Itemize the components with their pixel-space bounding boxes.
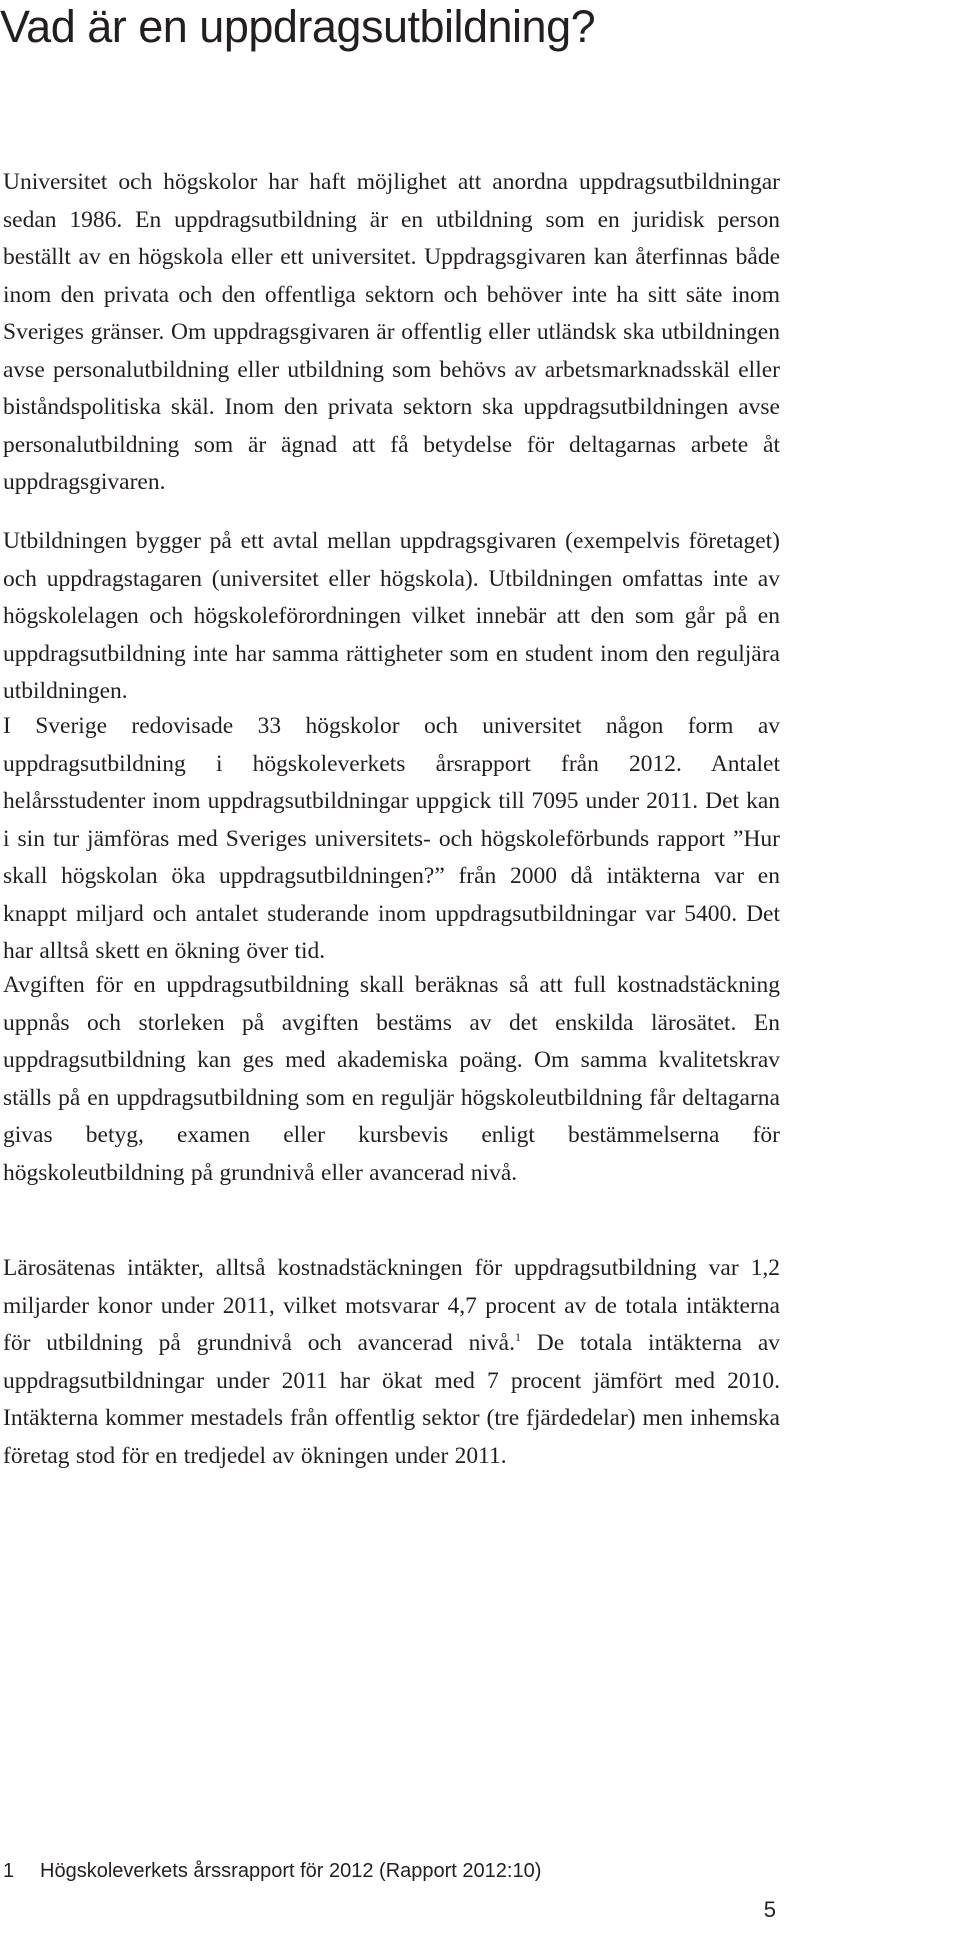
footnote-reference: 1: [514, 1330, 521, 1345]
footnote: [3, 1859, 541, 1883]
body-paragraph-2: Utbildningen bygger på ett avtal mellan uppdragsgivaren (exempelvis företaget) och uppdragstagaren (universitet eller högskola). Utbildningen omfattas inte av högskolelagen och högskoleförordningen vilket innebär att den som går på en uppdragsutbildning inte har samma rättigheter som en student inom den reguljära utbildningen.: [3, 528, 780, 704]
footnote-text: Högskoleverkets årssrapport för 2012 (Rapport 2012:10): [40, 1860, 542, 1882]
paragraph-5-text-after-note: De totala intäkterna av uppdragsutbildningar under 2011 har ökat med 7 procent jämfört med 2010. Intäkterna kommer mestadels från offentlig sektor (tre fjärdedelar) men inhemska företag stod för en tredjedel av ökningen under 2011.: [3, 1330, 780, 1469]
body-paragraph-1: Universitet och högskolor har haft möjlighet att anordna uppdragsutbildningar sedan 1986. En uppdragsutbildning är en utbildning som en juridisk person beställt av en högskola eller ett universitet. Uppdragsgivaren kan återfinnas både inom den privata och den offentliga sektorn och behöver inte ha sitt säte inom Sveriges gränser. Om uppdragsgivaren är offentlig eller utländsk ska utbildningen avse personalutbildning eller utbildning som behövs av arbetsmarknadsskäl eller biståndspolitiska skäl. Inom den privata sektorn ska uppdragsutbildningen avse personalutbildning som är ägnad att få betydelse för deltagarnas arbete åt uppdragsgivaren.: [3, 169, 780, 495]
body-paragraph-3: I Sverige redovisade 33 högskolor och universitet någon form av uppdragsutbildning i högskoleverkets årsrapport från 2012. Antalet helårsstudenter inom uppdragsutbildningar uppgick till 7095 under 2011. Det kan i sin tur jämföras med Sveriges universitets- och högskoleförbunds rapport ”Hur skall högskolan öka uppdragsutbildningen?” från 2000 då intäkterna var en knappt miljard och antalet studerande inom uppdragsutbildningar var 5400. Det har alltså skett en ökning över tid.: [3, 713, 780, 964]
paragraph-5-text-before-note: Lärosätenas intäkter, alltså kostnadstäckningen för uppdragsutbildning var 1,2 miljarder konor under 2011, vilket motsvarar 4,7 procent av de totala intäkterna för utbildning på grundnivå och avancerad nivå.: [3, 1255, 780, 1356]
footnote-number: 1: [3, 1860, 15, 1882]
page-number: 5: [763, 1897, 776, 1922]
body-paragraph-4: Avgiften för en uppdragsutbildning skall beräknas så att full kostnadstäckning uppnås och storleken på avgiften bestäms av det enskilda lärosätet. En uppdragsutbildning kan ges med akademiska poäng. Om samma kvalitetskrav ställs på en uppdragsutbildning som en reguljär högskoleutbildning får deltagarna givas betyg, examen eller kursbevis enligt bestämmelserna för högskoleutbildning på grundnivå eller avancerad nivå.: [3, 972, 780, 1186]
page-title: Vad är en uppdragsutbildning?: [0, 1, 596, 52]
body-paragraph-5: [3, 1250, 780, 1475]
